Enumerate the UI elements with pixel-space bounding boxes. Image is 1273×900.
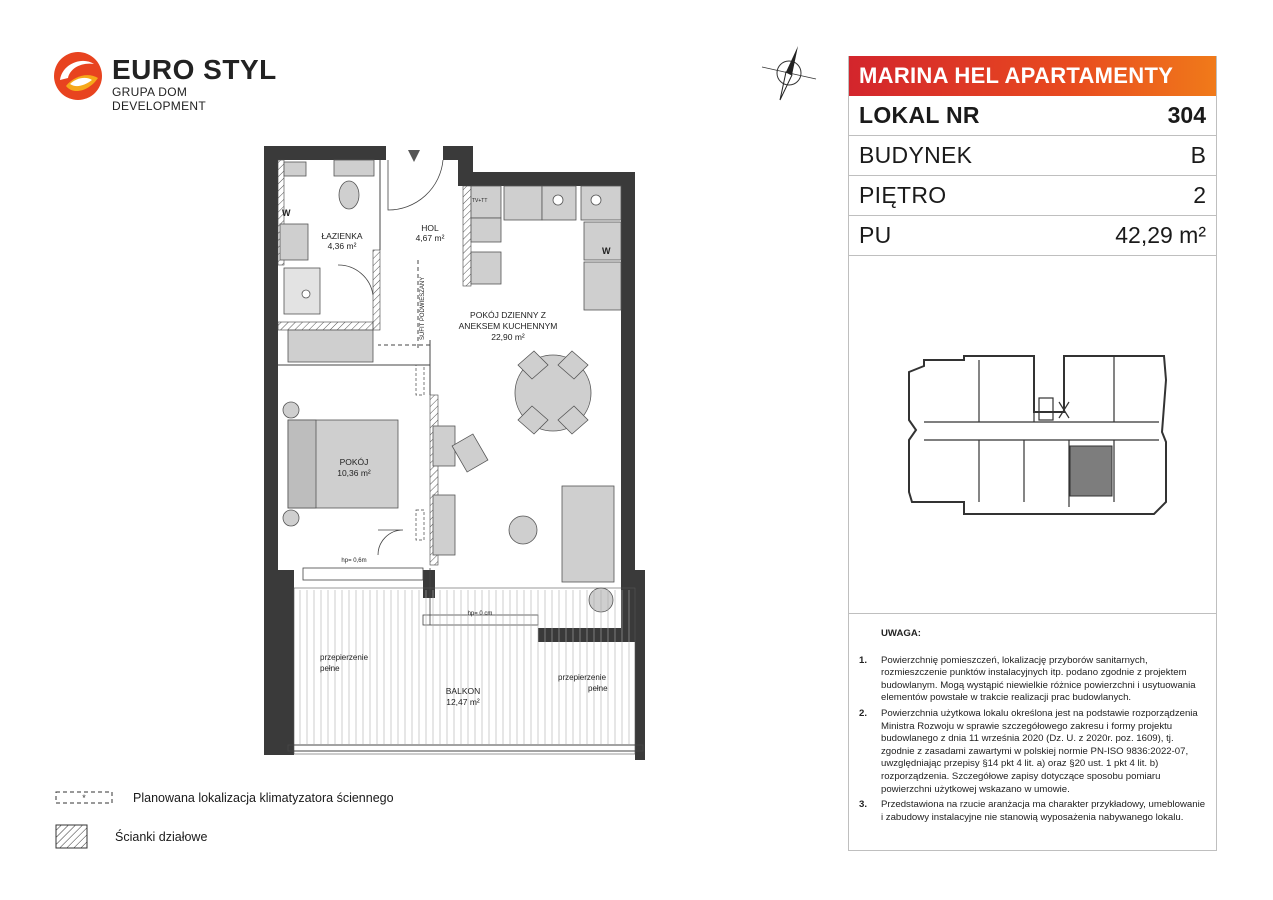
notes-separator xyxy=(849,613,1216,614)
north-arrow-icon xyxy=(758,42,820,104)
label-tvtt: TV+TT xyxy=(472,198,488,204)
kitchen-counters xyxy=(288,186,621,362)
row-pietro xyxy=(849,176,1216,216)
room-name-dzienny-2: ANEKSEM KUCHENNYM xyxy=(458,321,558,331)
label-przep-2b: pełne xyxy=(588,684,608,693)
apartment-info-panel xyxy=(848,56,1217,851)
room-area-lazienka: 4,36 m² xyxy=(327,241,357,251)
note-number: 2. xyxy=(859,707,868,719)
logo-swirl-icon xyxy=(52,50,104,102)
room-name-balkon: BALKON xyxy=(445,686,481,696)
note-number: 3. xyxy=(859,799,868,811)
note-item xyxy=(859,799,1209,824)
pietro-value: 2 xyxy=(1193,182,1206,208)
label-sufit: SUFIT PODWIESZANY xyxy=(420,276,426,340)
balcony xyxy=(294,588,635,754)
ac-unit-markers xyxy=(416,365,424,540)
balcony-deck-lines xyxy=(300,590,629,744)
row-budynek xyxy=(849,136,1216,176)
note-number: 1. xyxy=(859,654,868,666)
budynek-label: BUDYNEK xyxy=(859,142,973,168)
legend xyxy=(55,788,455,858)
lokal-label: LOKAL NR xyxy=(859,102,980,128)
floor-plan xyxy=(258,140,653,770)
label-przep-2a: przepierzenie xyxy=(558,673,607,682)
room-name-hol: HOL xyxy=(421,223,439,233)
euro-styl-logo xyxy=(52,50,282,113)
room-name-lazienka: ŁAZIENKA xyxy=(321,231,363,241)
legend-walls-label: Ścianki działowe xyxy=(115,830,208,844)
room-name-dzienny-1: POKÓJ DZIENNY Z xyxy=(470,310,546,320)
notes-title: UWAGA: xyxy=(881,628,921,639)
ac-unit-legend-icon xyxy=(55,790,115,806)
row-pu xyxy=(849,216,1216,256)
dining-table xyxy=(515,351,591,434)
row-lokal xyxy=(849,96,1216,136)
note-item xyxy=(859,655,1209,705)
lokal-value: 304 xyxy=(1167,102,1206,128)
label-hp-1: hp= 0,6m xyxy=(341,558,367,564)
notes-section xyxy=(859,628,1209,827)
highlighted-unit xyxy=(1070,446,1112,496)
label-w-bath: W xyxy=(282,208,291,218)
legend-ac-label: Planowana lokalizacja klimatyzatora ściennego xyxy=(133,791,394,805)
label-w-kitchen: W xyxy=(602,246,611,256)
room-area-hol: 4,67 m² xyxy=(415,233,445,243)
legend-row-ac xyxy=(55,790,394,806)
svg-text:*: * xyxy=(82,793,86,803)
brand-subtitle: GRUPA DOM DEVELOPMENT xyxy=(112,85,206,113)
label-przep-1b: pełne xyxy=(320,664,340,673)
building-key-plan xyxy=(904,352,1174,520)
note-item xyxy=(859,708,1209,796)
brand-name: EURO STYL xyxy=(112,54,277,85)
budynek-value: B xyxy=(1190,142,1206,168)
project-title: MARINA HEL APARTAMENTY xyxy=(849,56,1216,96)
room-area-balkon: 12,47 m² xyxy=(446,697,480,707)
pu-label: PU xyxy=(859,222,892,248)
pietro-label: PIĘTRO xyxy=(859,182,947,208)
room-name-pokoj: POKÓJ xyxy=(339,457,369,467)
note-text: Powierzchnia użytkowa lokalu określona jest na podstawie rozporządzenia Ministra Rozwoju w sprawie szczegółowego zakresu i formy projektu budowlanego z dnia 11 września 2020 (Dz. U. z 2020r. poz. 1609), tj. zgodnie z zasadami zawartymi w polskiej normie PN-ISO 9836:2022-07, uwzględniając przepisy §14 pkt 4 lit. a) oraz §20 ust. 1 pkt 4 lit. b) rozporządzenia. Szczegółowe zapisy dotyczące sposobu pomiaru powierzchni użytkowej wskazano w umowie. xyxy=(881,707,1198,795)
note-text: Przedstawiona na rzucie aranżacja ma charakter przykładowy, umeblowanie i zabudowy instalacyjne nie stanowią wyposażenia nabywanego lokalu. xyxy=(881,799,1206,823)
room-area-pokoj: 10,36 m² xyxy=(337,468,371,478)
living-furniture xyxy=(433,426,614,612)
hatched-wall-legend-icon xyxy=(55,824,89,850)
note-text: Powierzchnię pomieszczeń, lokalizację przyborów sanitarnych, rozmieszczenie punktów instalacyjnych itp. podano zgodnie z projektem budowlanym. Mogą wystąpić niewielkie różnice powierzchni i usytuowania elementów powstałe w trakcie realizacji prac budowlanych. xyxy=(881,654,1196,704)
room-area-dzienny: 22,90 m² xyxy=(491,332,525,342)
legend-row-walls xyxy=(55,824,207,850)
label-przep-1a: przepierzenie xyxy=(320,653,369,662)
pu-value: 42,29 m² xyxy=(1115,222,1206,248)
label-hp-2: hp= 0 cm xyxy=(467,611,493,617)
